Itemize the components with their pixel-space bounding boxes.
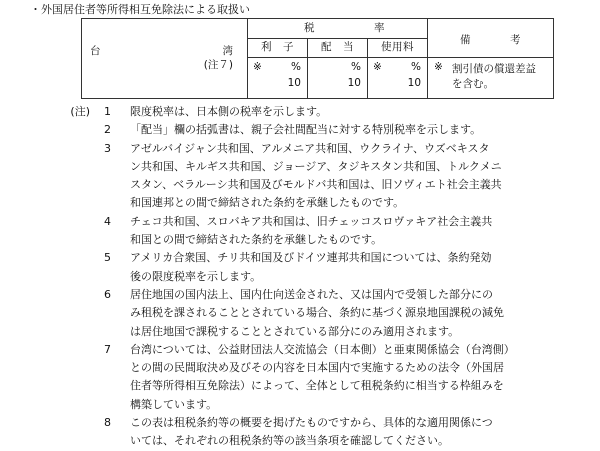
note-item [66,414,560,451]
note-text-line: 居住地国の国内法上、国内仕向送金された、又は国内で受領した部分にの [130,287,493,301]
note-text-line: スタン、ベラルーシ共和国及びモルドバ共和国は、旧ソヴィエト社会主義共 [130,178,502,192]
note-text-line: アゼルバイジャン共和国、アルメニア共和国、ウクライナ、ウズベキスタ [130,141,490,155]
country-cell [82,19,248,99]
rate-dividends-unit: % [351,60,361,73]
note-number: 7 [104,342,111,356]
rate-royalties-unit: % [411,60,422,73]
remarks-header-left: 備 [460,34,471,46]
note-text-line: 「配当」欄の括弧書は、親子会社間配当に対する特別税率を示します。 [130,123,482,137]
note-text-line: 構築しています。 [130,397,218,411]
note-text-line: との間の民間取決め及びその内容を日本国内で実施するための法令（外国居 [130,361,504,375]
rate-interest-mark: ※ [253,60,262,73]
column-header-interest: 利 子 [248,39,308,58]
note-text-line: 台湾については、公益財団法人交流協会（日本側）と亜東関係協会（台湾側） [130,342,515,356]
note-text-line: アメリカ合衆国、チリ共和国及びドイツ連邦共和国については、条約発効 [130,251,492,265]
rate-dividends-cell [308,57,368,98]
note-text-line: 和国との間で締結された条約を承継したものです。 [130,233,383,247]
note-item [66,249,560,286]
remark-line-2: を含む。 [452,77,495,90]
note-item [66,341,560,414]
note-text-line: 和国連邦との間で締結された条約を承継したものです。 [130,196,405,210]
country-note-ref: (注７) [203,59,233,71]
note-item [66,121,560,139]
tax-rate-header-right: 率 [374,22,385,34]
rate-royalties-value: 10 [407,76,422,89]
column-header-dividends: 配 当 [308,39,368,58]
tax-rate-header-left: 税 [304,22,315,34]
tax-rate-table [81,18,554,99]
country-name-last-char: 湾 [222,45,233,57]
note-item [66,286,560,341]
remark-mark: ※ [434,60,443,73]
note-number: 2 [104,123,111,137]
remarks-cell [428,57,554,98]
column-header-royalties: 使用料 [368,39,428,58]
rate-interest-unit: % [291,60,301,73]
note-number: 3 [104,141,111,155]
note-item [66,103,560,121]
note-text-line: 後の限度税率を示します。 [130,269,262,283]
note-number: 6 [104,287,111,301]
note-number: 1 [104,105,111,118]
rate-interest-cell [248,57,308,98]
note-item [66,140,560,213]
note-text-line: み租税を課されることとされている場合、条約に基づく源泉地国課税の減免 [130,306,504,320]
note-text-line: 住者等所得相互免除法）によって、全体として租税条約に相当する枠組みを [130,379,504,393]
note-number: 4 [104,214,111,228]
country-name-first-char: 台 [90,45,101,57]
notes-label: (注) [70,105,90,118]
remark-line-1: 割引債の償還差益 [452,62,537,75]
tax-rate-header [248,19,428,39]
note-text-line: は居住地国で課税することとされている部分にのみ適用されます。 [130,324,460,338]
note-text-line: この表は租税条約等の概要を掲げたものですから、具体的な適用関係につ [130,416,493,430]
rate-interest-value: 10 [287,76,301,89]
remarks-header-right: 考 [510,34,521,46]
note-text-line: チェコ共和国、スロバキア共和国は、旧チェッコスロヴァキア社会主義共 [130,214,493,228]
note-item [66,213,560,250]
rate-royalties-mark: ※ [373,60,382,73]
note-text-line: 限度税率は、日本側の税率を示します。 [130,105,328,118]
note-number: 5 [104,251,111,265]
section-heading: ・外国居住者等所得相互免除法による取扱い [30,3,250,16]
note-text-line: いては、それぞれの租税条約等の該当条項を確認してください。 [130,434,449,448]
note-number: 8 [104,416,111,430]
rate-royalties-cell [368,57,428,98]
remarks-header [428,19,554,58]
rate-dividends-value: 10 [347,76,361,89]
footnotes [66,103,560,451]
note-text-line: ン共和国、キルギス共和国、ジョージア、タジキスタン共和国、トルクメニ [130,159,502,173]
